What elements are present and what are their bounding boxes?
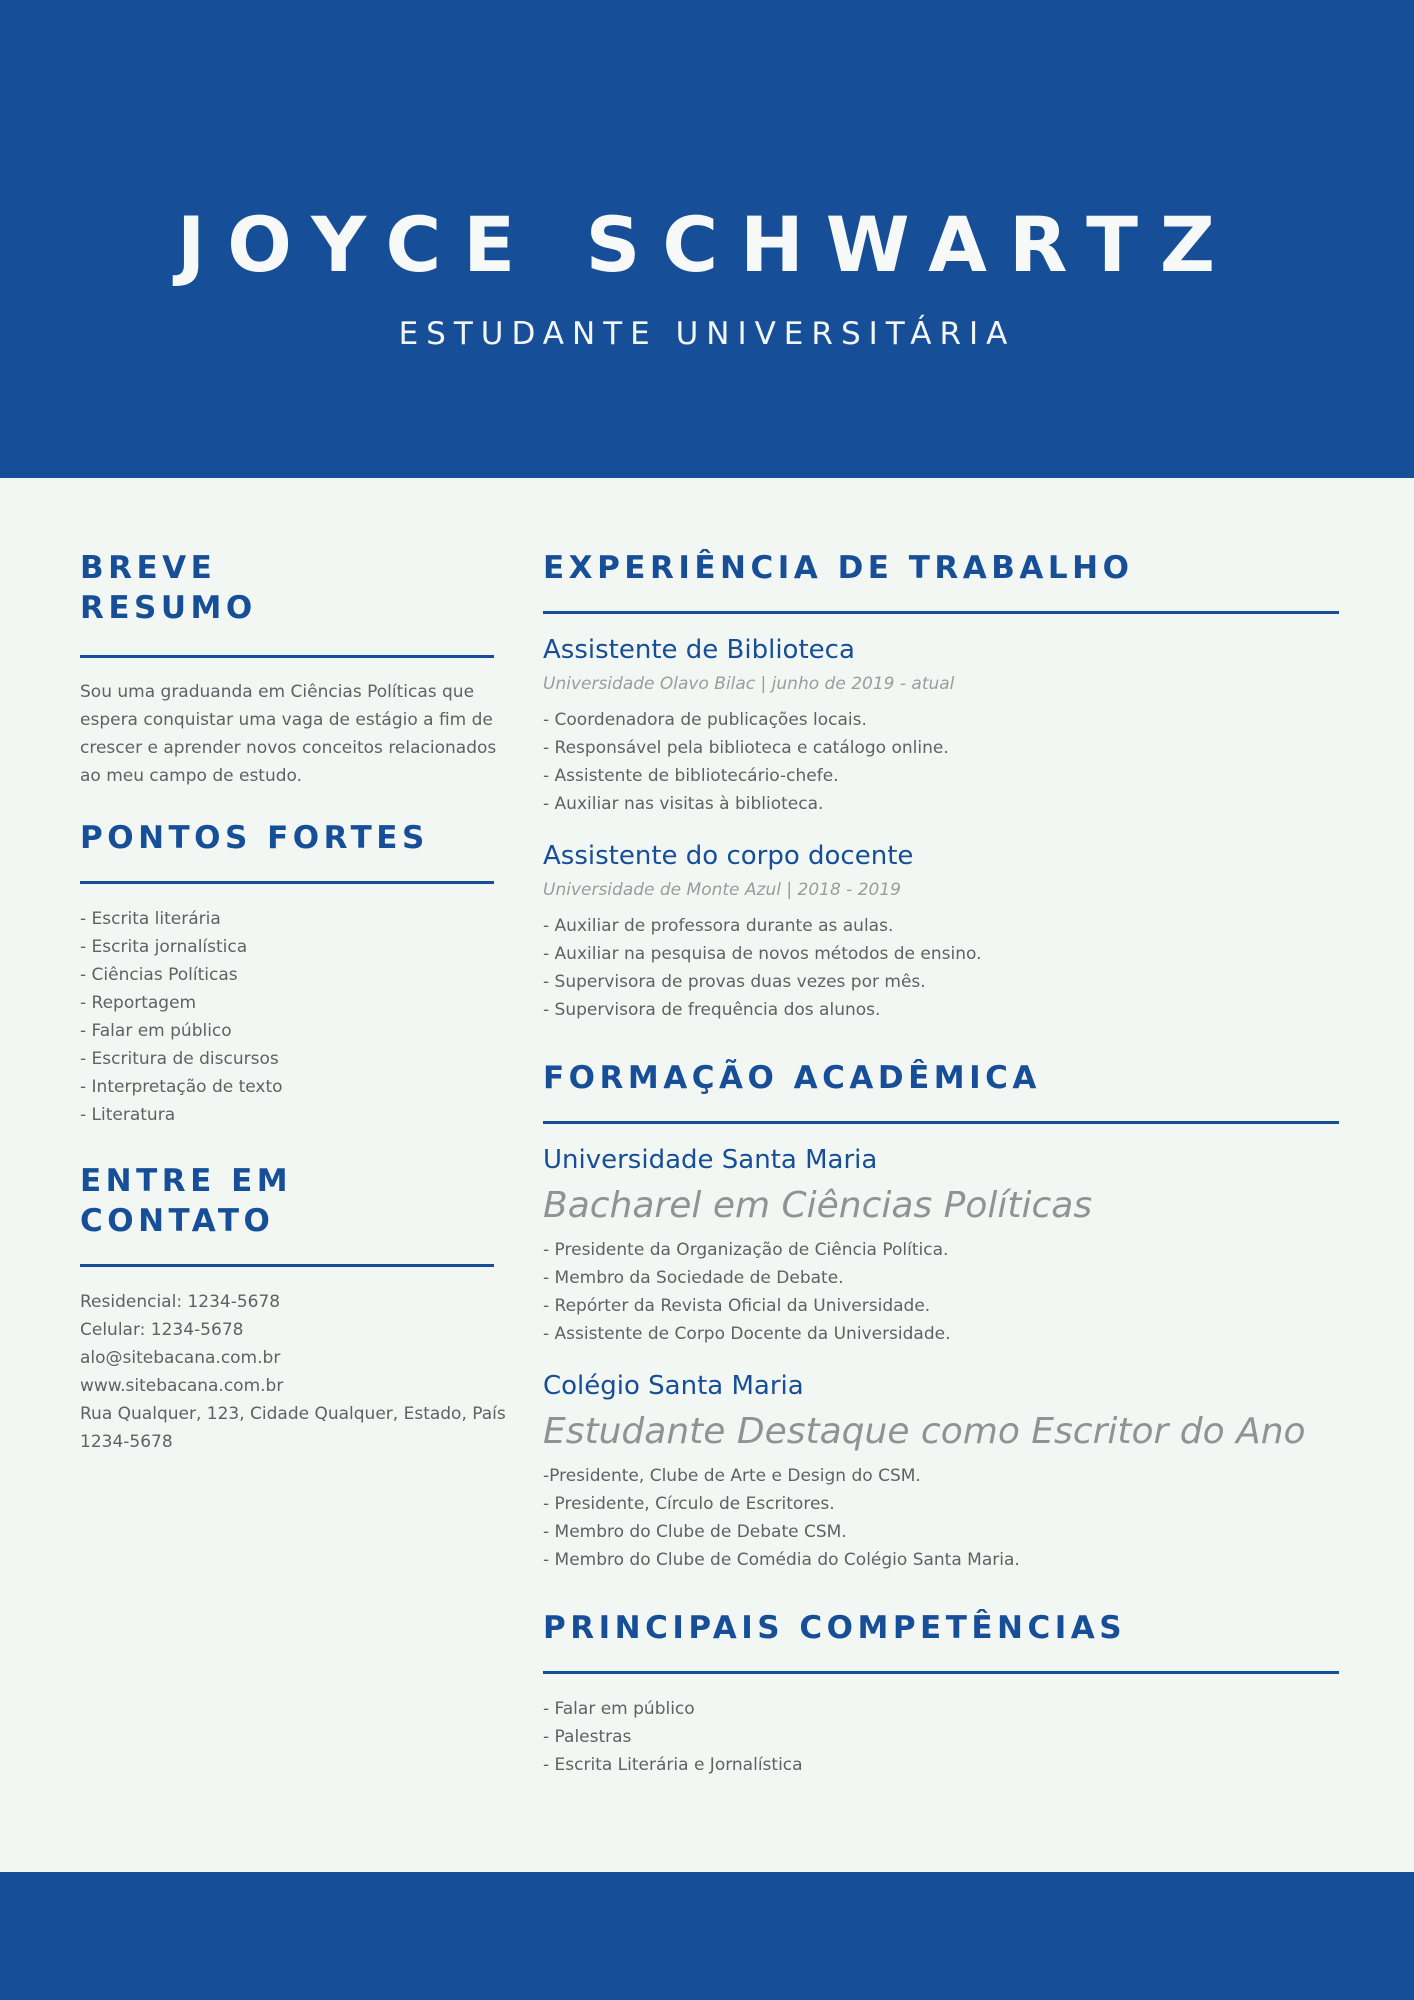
school-entry bbox=[543, 1368, 1339, 1574]
list-item: -Presidente, Clube de Arte e Design do CSM. bbox=[543, 1466, 921, 1486]
school-entry bbox=[543, 1142, 1339, 1348]
section-divider bbox=[543, 1671, 1339, 1674]
header-banner bbox=[0, 0, 1414, 478]
job-entry bbox=[543, 838, 1339, 1024]
summary-title bbox=[80, 548, 494, 628]
list-item: - Auxiliar de professora durante as aulas. bbox=[543, 916, 894, 936]
list-item: - Supervisora de frequência dos alunos. bbox=[543, 1000, 881, 1020]
job-title: Assistente do corpo docente bbox=[543, 841, 914, 871]
list-item: - Falar em público bbox=[543, 1699, 695, 1719]
left-column bbox=[80, 548, 506, 1456]
strengths-list bbox=[80, 905, 494, 1129]
resume-name: JOYCE SCHWARTZ bbox=[176, 200, 1238, 289]
list-item: - Presidente, Círculo de Escritores. bbox=[543, 1494, 835, 1514]
list-item: - Auxiliar na pesquisa de novos métodos de ensino. bbox=[543, 944, 982, 964]
list-item: - Presidente da Organização de Ciência Política. bbox=[543, 1240, 949, 1260]
list-item: - Escrita literária bbox=[80, 909, 221, 929]
school-degree: Bacharel em Ciências Políticas bbox=[543, 1185, 1093, 1226]
list-item: - Escrita Literária e Jornalística bbox=[543, 1755, 803, 1775]
list-item: - Repórter da Revista Oficial da Universidade. bbox=[543, 1296, 931, 1316]
contact-title: ENTRE EM CONTATO bbox=[80, 1163, 293, 1239]
job-duties bbox=[543, 706, 1339, 818]
school-activities bbox=[543, 1462, 1339, 1574]
list-item: - Responsável pela biblioteca e catálogo online. bbox=[543, 738, 949, 758]
skills-section bbox=[543, 1608, 1339, 1779]
contact-section bbox=[80, 1161, 506, 1456]
summary-title-line: BREVE bbox=[80, 550, 217, 586]
list-item: - Membro do Clube de Debate CSM. bbox=[543, 1522, 847, 1542]
list-item: - Assistente de bibliotecário-chefe. bbox=[543, 766, 839, 786]
education-section bbox=[543, 1058, 1339, 1574]
contact-website[interactable]: www.sitebacana.com.br bbox=[80, 1376, 284, 1396]
contact-address: Rua Qualquer, 123, Cidade Qualquer, Estado, País bbox=[80, 1404, 506, 1424]
school-name: Colégio Santa Maria bbox=[543, 1371, 804, 1401]
list-item: - Interpretação de texto bbox=[80, 1077, 283, 1097]
list-item: - Supervisora de provas duas vezes por mês. bbox=[543, 972, 926, 992]
section-divider bbox=[80, 655, 494, 658]
school-activities bbox=[543, 1236, 1339, 1348]
summary-title-line: RESUMO bbox=[80, 590, 257, 626]
school-name: Universidade Santa Maria bbox=[543, 1145, 878, 1175]
section-divider bbox=[80, 1264, 494, 1267]
summary-line: espera conquistar uma vaga de estágio a fim de bbox=[80, 710, 493, 730]
section-divider bbox=[80, 881, 494, 884]
list-item: - Ciências Políticas bbox=[80, 965, 238, 985]
summary-line: Sou uma graduanda em Ciências Políticas que bbox=[80, 682, 475, 702]
skills-title: PRINCIPAIS COMPETÊNCIAS bbox=[543, 1610, 1127, 1646]
job-meta: Universidade Olavo Bilac | junho de 2019 - atual bbox=[543, 674, 955, 694]
list-item: - Falar em público bbox=[80, 1021, 232, 1041]
contact-email[interactable]: alo@sitebacana.com.br bbox=[80, 1348, 281, 1368]
summary-text bbox=[80, 678, 497, 790]
contact-phone-home: Residencial: 1234-5678 bbox=[80, 1292, 281, 1312]
footer-banner bbox=[0, 1872, 1414, 2000]
job-title: Assistente de Biblioteca bbox=[543, 635, 855, 665]
school-degree: Estudante Destaque como Escritor do Ano bbox=[543, 1411, 1306, 1452]
summary-section bbox=[80, 548, 497, 790]
experience-title: EXPERIÊNCIA DE TRABALHO bbox=[543, 550, 1134, 586]
list-item: - Literatura bbox=[80, 1105, 176, 1125]
experience-section bbox=[543, 548, 1339, 1024]
resume-subtitle: ESTUDANTE UNIVERSITÁRIA bbox=[398, 316, 1016, 352]
contact-address-extra: 1234-5678 bbox=[80, 1432, 173, 1452]
list-item: - Palestras bbox=[543, 1727, 632, 1747]
section-divider bbox=[543, 611, 1339, 614]
right-column bbox=[543, 548, 1339, 1779]
contact-list bbox=[80, 1288, 506, 1456]
job-entry bbox=[543, 632, 1339, 818]
contact-phone-mobile: Celular: 1234-5678 bbox=[80, 1320, 244, 1340]
list-item: - Coordenadora de publicações locais. bbox=[543, 710, 867, 730]
list-item: - Escrita jornalística bbox=[80, 937, 248, 957]
summary-line: crescer e aprender novos conceitos relacionados bbox=[80, 738, 497, 758]
list-item: - Reportagem bbox=[80, 993, 197, 1013]
skills-list bbox=[543, 1695, 1339, 1779]
list-item: - Membro da Sociedade de Debate. bbox=[543, 1268, 844, 1288]
list-item: - Membro do Clube de Comédia do Colégio Santa Maria. bbox=[543, 1550, 1020, 1570]
job-duties bbox=[543, 912, 1339, 1024]
education-title: FORMAÇÃO ACADÊMICA bbox=[543, 1060, 1041, 1096]
list-item: - Auxiliar nas visitas à biblioteca. bbox=[543, 794, 824, 814]
list-item: - Escritura de discursos bbox=[80, 1049, 279, 1069]
strengths-title: PONTOS FORTES bbox=[80, 820, 429, 856]
section-divider bbox=[543, 1121, 1339, 1124]
strengths-section bbox=[80, 818, 494, 1129]
summary-line: ao meu campo de estudo. bbox=[80, 766, 303, 786]
job-meta: Universidade de Monte Azul | 2018 - 2019 bbox=[543, 880, 901, 900]
list-item: - Assistente de Corpo Docente da Universidade. bbox=[543, 1324, 951, 1344]
